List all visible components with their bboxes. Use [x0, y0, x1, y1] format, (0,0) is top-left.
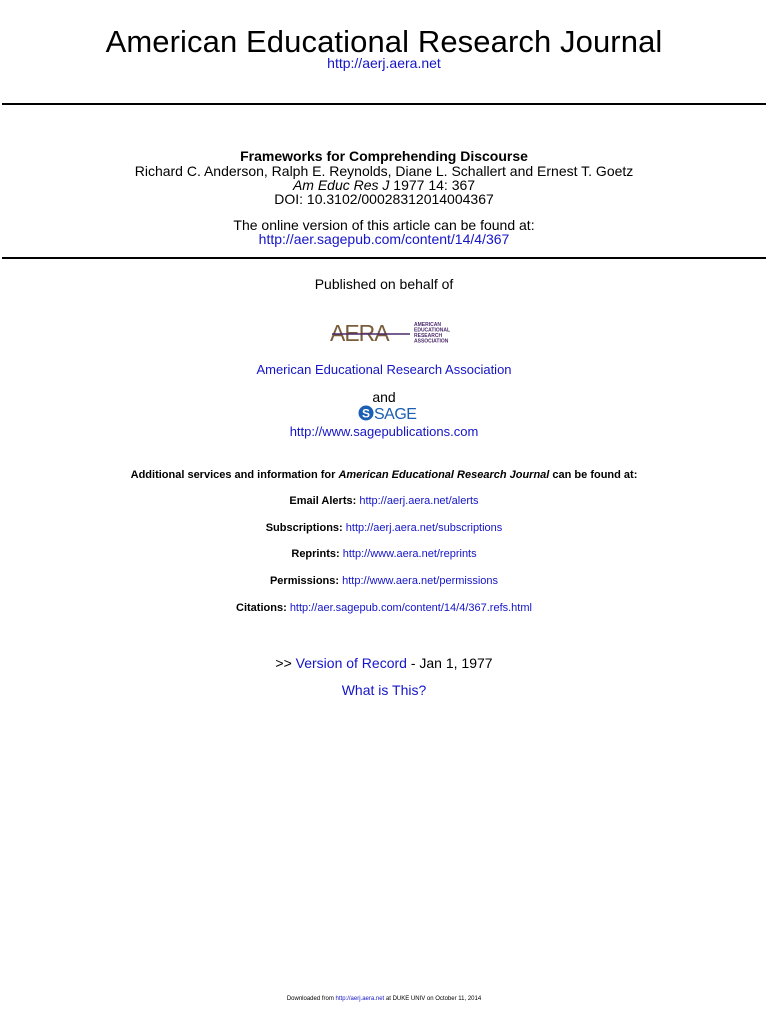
- association-link[interactable]: American Educational Research Association: [256, 362, 512, 377]
- version-prefix: >>: [275, 655, 296, 671]
- subscriptions-link[interactable]: http://aerj.aera.net/subscriptions: [345, 522, 503, 534]
- article-authors: Richard C. Anderson, Ralph E. Reynolds, Diane L. Schallert and Ernest T. Goetz: [134, 163, 634, 179]
- online-url-link[interactable]: http://aer.sagepub.com/content/14/4/367: [258, 231, 510, 247]
- version-of-record-link[interactable]: Version of Record: [295, 655, 407, 671]
- journal-abbrev: Am Educ Res J: [292, 177, 390, 193]
- published-on-behalf: Published on behalf of: [314, 276, 454, 292]
- citations-link[interactable]: http://aer.sagepub.com/content/14/4/367.refs.html: [289, 602, 532, 614]
- article-doi: DOI: 10.3102/00028312014004367: [274, 191, 494, 207]
- service-subscriptions: [0, 522, 768, 534]
- sage-logo: [358, 404, 418, 422]
- sage-logo-text: SAGE: [374, 406, 417, 422]
- footer-prefix: Downloaded from: [286, 996, 336, 1002]
- aera-subtext-3: RESEARCH: [414, 333, 443, 339]
- online-version-note: The online version of this article can be found at:: [233, 217, 535, 233]
- service-email-alerts: [0, 495, 768, 507]
- sage-url-line: [0, 424, 768, 439]
- footer-url-link[interactable]: http://aerj.aera.net: [335, 996, 385, 1002]
- version-of-record-line: [0, 655, 768, 671]
- service-permissions: [0, 575, 768, 587]
- reprints-link[interactable]: http://www.aera.net/reprints: [342, 548, 477, 560]
- service-reprints: [0, 548, 768, 560]
- middle-divider: [2, 257, 766, 259]
- service-citations: [0, 602, 768, 614]
- aera-subtext-4: ASSOCIATION: [414, 338, 449, 344]
- what-is-this-line: [0, 682, 768, 698]
- top-divider: [2, 103, 766, 105]
- sage-url-link[interactable]: http://www.sagepublications.com: [289, 424, 479, 439]
- services-intro-suffix: can be found at:: [549, 469, 638, 481]
- services-intro-journal: American Educational Research Journal: [338, 469, 550, 481]
- aera-subtext-1: AMERICAN: [414, 322, 441, 328]
- services-intro-prefix: Additional services and information for: [130, 469, 339, 481]
- permissions-link[interactable]: http://www.aera.net/permissions: [342, 575, 499, 587]
- aera-subtext-2: EDUCATIONAL: [414, 327, 450, 334]
- svg-text:S: S: [361, 406, 371, 421]
- journal-url-line: [0, 55, 768, 71]
- association-line: [0, 362, 768, 377]
- services-intro: [0, 469, 768, 481]
- article-title: Frameworks for Comprehending Discourse: [240, 148, 528, 164]
- aera-logo-text: AERA: [330, 320, 389, 344]
- online-url-line: [0, 231, 768, 247]
- what-is-this-link[interactable]: What is This?: [341, 682, 427, 698]
- service-label: Reprints:: [291, 548, 340, 560]
- download-footer: [0, 996, 768, 1002]
- footer-suffix: at DUKE UNIV on October 11, 2014: [384, 996, 482, 1002]
- version-date: - Jan 1, 1977: [406, 655, 493, 671]
- service-label: Citations:: [236, 602, 287, 614]
- service-label: Subscriptions:: [265, 522, 343, 534]
- email-alerts-link[interactable]: http://aerj.aera.net/alerts: [359, 495, 479, 507]
- service-label: Email Alerts:: [289, 495, 357, 507]
- journal-title: American Educational Research Journal: [105, 24, 663, 59]
- aera-logo: [330, 320, 450, 344]
- journal-url-link[interactable]: http://aerj.aera.net: [327, 55, 441, 71]
- service-label: Permissions:: [269, 575, 340, 587]
- volume-info: 1977 14: 367: [389, 177, 476, 193]
- and-text: and: [372, 389, 396, 405]
